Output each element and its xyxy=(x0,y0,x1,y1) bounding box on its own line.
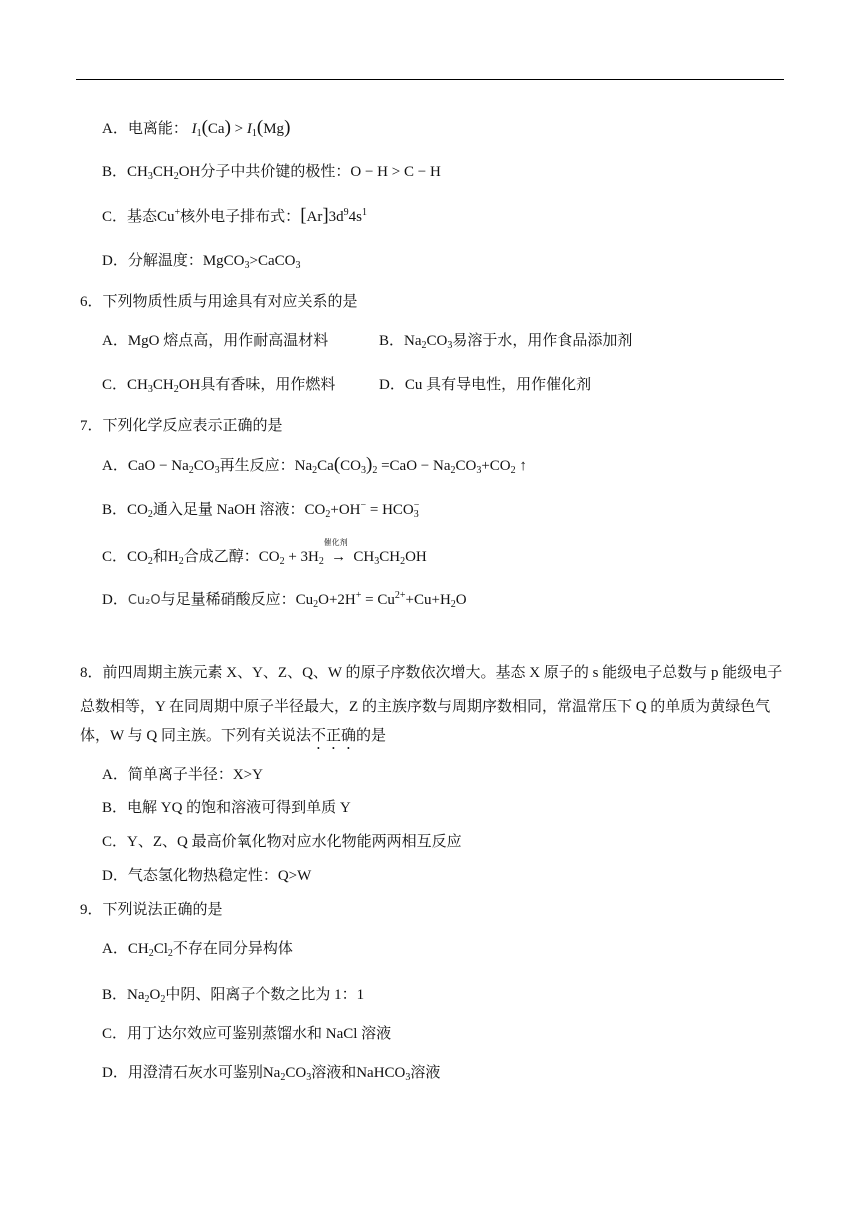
catalyst-arrow: 催化剂 → xyxy=(328,547,350,567)
q6-option-b xyxy=(379,331,632,351)
q7-option-b-formula: $CO_2$ xyxy=(127,502,153,520)
catalyst-label: 催化剂 xyxy=(323,538,348,547)
q6-option-d: D．Cu 具有导电性，用作催化剂 xyxy=(379,377,592,393)
q5-option-b-relation: O − H > C − H xyxy=(350,164,441,180)
q7-option-d-text: 与足量稀硝酸反应： xyxy=(160,592,296,608)
q9-option-a-text: 不存在同分异构体 xyxy=(172,941,293,957)
q6-option-b-formula: $Na_2CO_3$ xyxy=(404,333,453,351)
q7-option-c xyxy=(102,538,427,567)
q7-option-a-label: A． xyxy=(102,458,128,474)
q8-option-a: A．简单离子半径：X>Y xyxy=(102,767,263,783)
q7-option-b-text: 通入足量 NaOH 溶液： xyxy=(152,502,305,518)
q5-option-b-label: B． xyxy=(102,164,128,180)
q6-option-c-formula: $CH_3CH_2OH$ xyxy=(127,377,201,395)
q7-option-c-co2: $CO_2$ xyxy=(127,549,153,567)
q5-option-a xyxy=(102,118,290,139)
q7-option-c-and: 和 xyxy=(152,549,168,565)
q5-option-c-label: C．基态 xyxy=(102,209,158,225)
q9-option-d xyxy=(102,1063,440,1083)
q8-stem-line3 xyxy=(80,726,386,753)
q5-option-a-formula: $I_1(Ca) > I_1(Mg)$ xyxy=(191,117,291,139)
q5-option-b xyxy=(102,162,441,182)
q7-option-a-text: 再生反应： xyxy=(219,458,295,474)
q9-option-c: C．用丁达尔效应可鉴别蒸馏水和 NaCl 溶液 xyxy=(102,1026,392,1042)
q9-option-d-formula1: $Na_2CO_3$ xyxy=(262,1065,312,1083)
q8-stem-line1: 8．前四周期主族元素 X、Y、Z、Q、W 的原子序数依次增大。基态 X 原子的 s 能级电子总数与 p 能级电子 xyxy=(80,665,783,681)
q5-option-a-label: A．电离能： xyxy=(102,121,188,137)
q5-option-d xyxy=(102,251,301,271)
q9-option-b xyxy=(102,985,364,1005)
header-rule xyxy=(76,79,784,80)
q7-option-d-label: D． xyxy=(102,592,128,608)
q6-option-b-label: B． xyxy=(379,333,405,349)
q8-option-b: B．电解 YQ 的饱和溶液可得到单质 Y xyxy=(102,800,351,816)
q6-option-c-label: C． xyxy=(102,377,128,393)
q5-option-c xyxy=(102,206,367,227)
q5-option-d-label: D．分解温度： xyxy=(102,253,203,269)
q7-option-c-text: 合成乙醇： xyxy=(183,549,259,565)
q9-title: 9．下列说法正确的是 xyxy=(80,902,223,918)
q7-option-c-h2: $H_2$ xyxy=(167,549,184,567)
q8-stem-line3-pre: 体，W 与 Q 同主族。下列有关说法 xyxy=(80,728,311,744)
q7-option-d-cu2o: Cu₂O xyxy=(127,593,161,608)
q6-option-c xyxy=(102,375,335,395)
q7-option-d xyxy=(102,590,467,611)
q7-option-c-label: C． xyxy=(102,549,128,565)
q6-title: 6．下列物质性质与用途具有对应关系的是 xyxy=(80,294,358,310)
q6-option-c-text: 具有香味，用作燃料 xyxy=(200,377,336,393)
q9-option-b-label: B． xyxy=(102,987,128,1003)
q9-option-a-formula: $CH_2Cl_2$ xyxy=(127,941,173,959)
q5-option-b-text: 分子中共价键的极性： xyxy=(200,164,351,180)
q7-option-a xyxy=(102,455,527,476)
q5-option-c-text: 核外电子排布式： xyxy=(180,209,301,225)
q7-option-c-equation: $CO_2 + 3H_2$ 催化剂 → $CH_3CH_2OH$ xyxy=(259,549,427,565)
q9-option-b-formula: $Na_2O_2$ xyxy=(127,987,166,1005)
q5-option-c-config: $[Ar]3d^94s^1$ xyxy=(300,205,368,226)
q5-option-c-ion: Cu+ xyxy=(157,207,181,225)
q9-option-d-formula2: NaHCO$_3$ xyxy=(356,1065,411,1083)
q7-option-a-reactant: CaO − $Na_2CO_3$ xyxy=(127,458,220,476)
q7-option-a-equation: $Na_2Ca(CO_3)_2 =CaO - Na_2CO_3+CO_2$ ↑ xyxy=(294,454,527,476)
q7-option-b-equation: $CO_2+OH^- = HCO_3^-$ xyxy=(304,500,420,520)
q7-option-d-equation: $Cu_2O+2H^+ = Cu^{2+}+Cu+H_2O$ xyxy=(295,590,467,610)
q9-option-b-text: 中阴、阳离子个数之比为 1：1 xyxy=(165,987,365,1003)
q9-option-d-end: 溶液 xyxy=(410,1065,441,1081)
q9-option-a xyxy=(102,939,293,959)
q9-option-a-label: A． xyxy=(102,941,128,957)
q8-stem-line3-post: 的是 xyxy=(356,728,387,744)
q6-option-a: A．MgO 熔点高，用作耐高温材料 xyxy=(102,333,329,349)
q9-option-d-mid: 溶液和 xyxy=(311,1065,357,1081)
q9-option-d-label: D．用澄清石灰水可鉴别 xyxy=(102,1065,263,1081)
q8-option-d: D．气态氢化物热稳定性：Q>W xyxy=(102,868,312,884)
q8-option-c: C．Y、Z、Q 最高价氧化物对应水化物能两两相互反应 xyxy=(102,834,462,850)
q8-emphasis-not-correct: 不正确 xyxy=(310,728,356,744)
q5-option-d-formula: MgCO$_3$>CaCO$_3$ xyxy=(202,253,301,271)
q6-option-b-text: 易溶于水，用作食品添加剂 xyxy=(452,333,633,349)
q5-option-b-formula: $CH_3CH_2OH$ xyxy=(127,164,201,182)
q7-option-b xyxy=(102,500,419,520)
q8-stem-line2: 总数相等，Y 在同周期中原子半径最大，Z 的主族序数与周期序数相同，常温常压下 Q 的单质为黄绿色气 xyxy=(80,699,771,715)
q7-title: 7．下列化学反应表示正确的是 xyxy=(80,418,283,434)
q7-option-b-label: B． xyxy=(102,502,128,518)
